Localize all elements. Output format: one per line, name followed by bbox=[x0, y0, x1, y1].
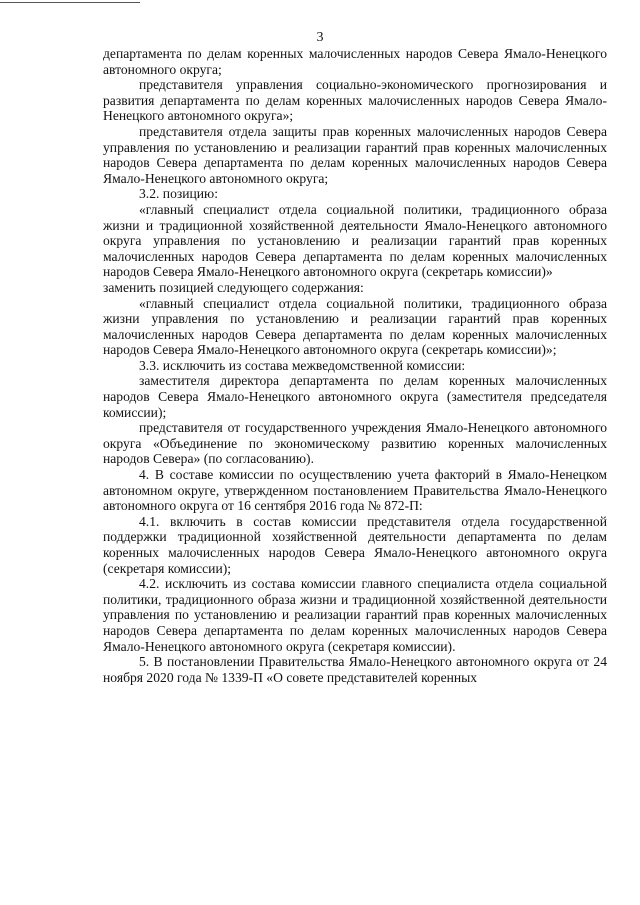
paragraph-13: 4.2. исключить из состава комиссии главного специалиста отдела социальной политики, традиционного образа жизни и традиционной хозяйственной деятельности управления по установлению и реализации гарантий прав коренных малочисленных народов Севера департамента по делам коренных малочисленных народов Севера Ямало-Ненецкого автономного округа (секретаря комиссии). bbox=[103, 576, 607, 654]
paragraph-8: 3.3. исключить из состава межведомственной комиссии: bbox=[139, 357, 466, 373]
paragraph-12: 4.1. включить в состав комиссии представителя отдела государственной поддержки традиционной хозяйственной деятельности департамента по делам коренных малочисленных народов Севера Ямало-Ненецкого автономного округа (секретаря комиссии); bbox=[103, 513, 607, 576]
paragraph-5: «главный специалист отдела социальной политики, традиционного образа жизни и традиционной хозяйственной деятельности Ямало-Ненецкого автономного округа управления по установлению и реализации гарантий прав коренных малочисленных народов Севера департамента по делам коренных малочисленных народов Севера Ямало-Ненецкого автономного округа (секретарь комиссии)» bbox=[103, 201, 607, 280]
paragraph-9: заместителя директора департамента по делам коренных малочисленных народов Севера Ямало-Ненецкого автономного округа (заместителя председателя комиссии); bbox=[103, 373, 607, 420]
document-body bbox=[103, 46, 607, 685]
paragraph-11: 4. В составе комиссии по осуществлению учета факторий в Ямало-Ненецком автономном округе, утвержденном постановлением Правительства Ямало-Ненецкого автономного округа от 16 сентября 2016 года № 872-П: bbox=[103, 467, 607, 514]
paragraph-3: представителя отдела защиты прав коренных малочисленных народов Севера управления по установлению и реализации гарантий прав коренных малочисленных народов Севера департамента по делам коренных малочисленных народов Севера Ямало-Ненецкого автономного округа; bbox=[103, 123, 607, 186]
paragraph-7: «главный специалист отдела социальной политики, традиционного образа жизни управления по установлению и реализации гарантий прав коренных малочисленных народов Севера департамента по делам коренных малочисленных народов Севера Ямало-Ненецкого автономного округа (секретарь комиссии)»; bbox=[103, 295, 607, 358]
paragraph-10: представителя от государственного учреждения Ямало-Ненецкого автономного округа «Объединение по экономическому развитию коренных малочисленных народов Севера» (по согласованию). bbox=[103, 420, 607, 467]
paragraph-4: 3.2. позицию: bbox=[139, 186, 218, 202]
paragraph-14: 5. В постановлении Правительства Ямало-Ненецкого автономного округа от 24 ноября 2020 года № 1339-П «О совете представителей коренных bbox=[103, 654, 607, 685]
header-rule bbox=[0, 2, 140, 3]
paragraph-2: представителя управления социально-экономического прогнозирования и развития департамента по делам коренных малочисленных народов Севера Ямало-Ненецкого автономного округа»; bbox=[103, 77, 607, 124]
paragraph-6: заменить позицией следующего содержания: bbox=[103, 279, 364, 295]
page-number: 3 bbox=[316, 30, 324, 45]
paragraph-1: департамента по делам коренных малочисленных народов Севера Ямало-Ненецкого автономного округа; bbox=[103, 46, 607, 77]
